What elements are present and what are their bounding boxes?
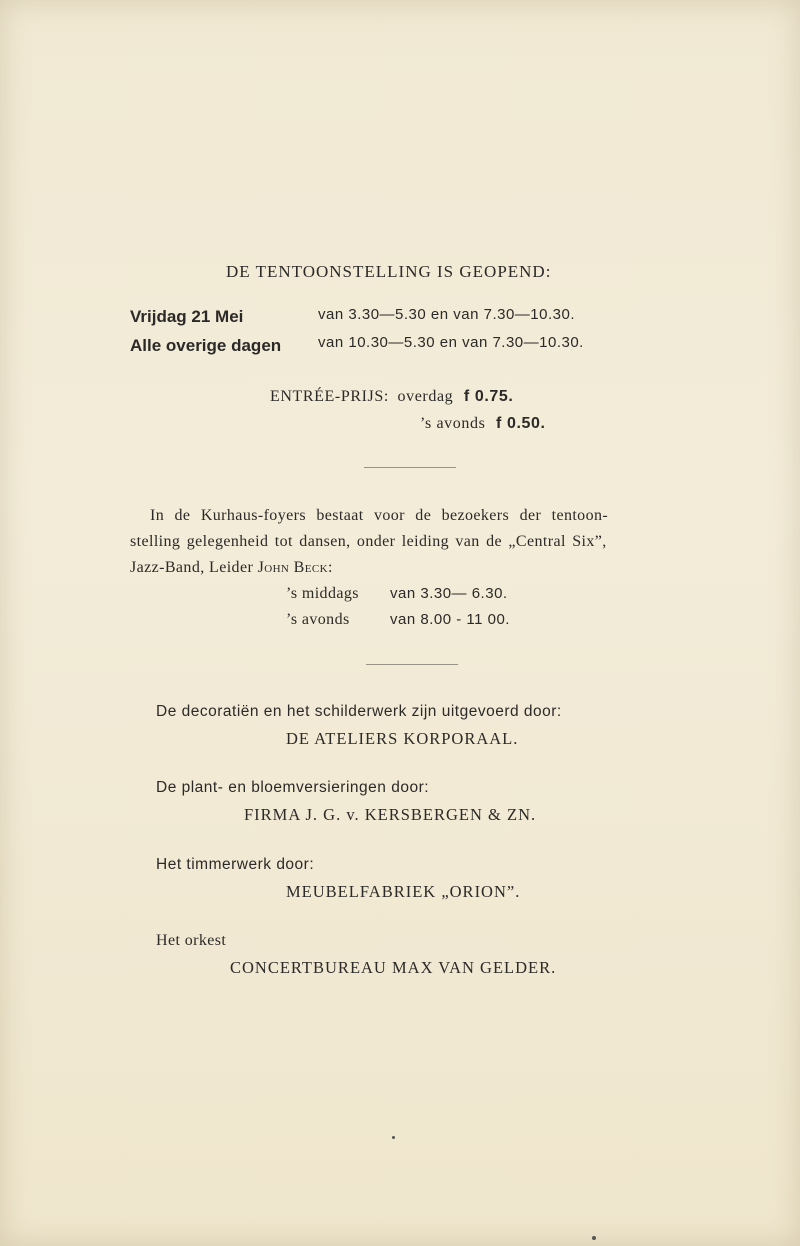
dance-line-1: In de Kurhaus-foyers bestaat voor de bezoekers der tentoon- [150, 507, 609, 524]
bandleader-name: John Beck [257, 559, 328, 576]
credit-name-3: MEUBELFABRIEK „ORION”. [286, 882, 521, 901]
credit-intro-3: Het timmerwerk door: [156, 856, 315, 873]
ink-speck [592, 1236, 596, 1240]
entree-day-label: overdag [397, 388, 454, 405]
credit-name-1: DE ATELIERS KORPORAAL. [286, 729, 519, 748]
entree-evening-label: ’s avonds [420, 415, 486, 432]
entree-evening-price: f 0.50. [496, 415, 546, 432]
dance-afternoon-times: van 3.30— 6.30. [390, 585, 508, 602]
entree-row [270, 388, 513, 406]
credit-name-2: FIRMA J. G. v. KERSBERGEN & ZN. [244, 805, 537, 824]
credit-name-4: CONCERTBUREAU MAX VAN GELDER. [230, 958, 557, 977]
credit-intro-4: Het orkest [156, 932, 227, 949]
dance-line-2: stelling gelegenheid tot dansen, onder leiding van de „Central Six”, [130, 533, 607, 550]
schedule-times-2: van 10.30—5.30 en van 7.30—10.30. [318, 334, 584, 351]
entree-label: ENTRÉE-PRIJS: [270, 388, 389, 405]
divider-1 [364, 467, 456, 468]
dance-line-3-pre: Jazz-Band, Leider [130, 559, 254, 576]
entree-evening-row [420, 415, 546, 433]
schedule-times-1: van 3.30—5.30 en van 7.30—10.30. [318, 306, 576, 323]
credit-intro-2: De plant- en bloemversieringen door: [156, 779, 430, 796]
page-heading: DE TENTOONSTELLING IS GEOPEND: [226, 262, 552, 281]
dance-evening-times: van 8.00 - 11 00. [390, 611, 510, 628]
schedule-day-1: Vrijdag 21 Mei [130, 307, 244, 326]
ink-speck [392, 1136, 395, 1139]
dance-line-3-colon: : [327, 559, 333, 576]
dance-line-3 [130, 559, 333, 577]
divider-2 [366, 664, 458, 665]
dance-evening-label: ’s avonds [286, 611, 350, 628]
entree-day-price: f 0.75. [463, 388, 514, 405]
dance-afternoon-label: ’s middags [286, 585, 359, 602]
schedule-day-2: Alle overige dagen [130, 336, 282, 355]
credit-intro-1: De decoratiën en het schilderwerk zijn uitgevoerd door: [156, 703, 562, 720]
